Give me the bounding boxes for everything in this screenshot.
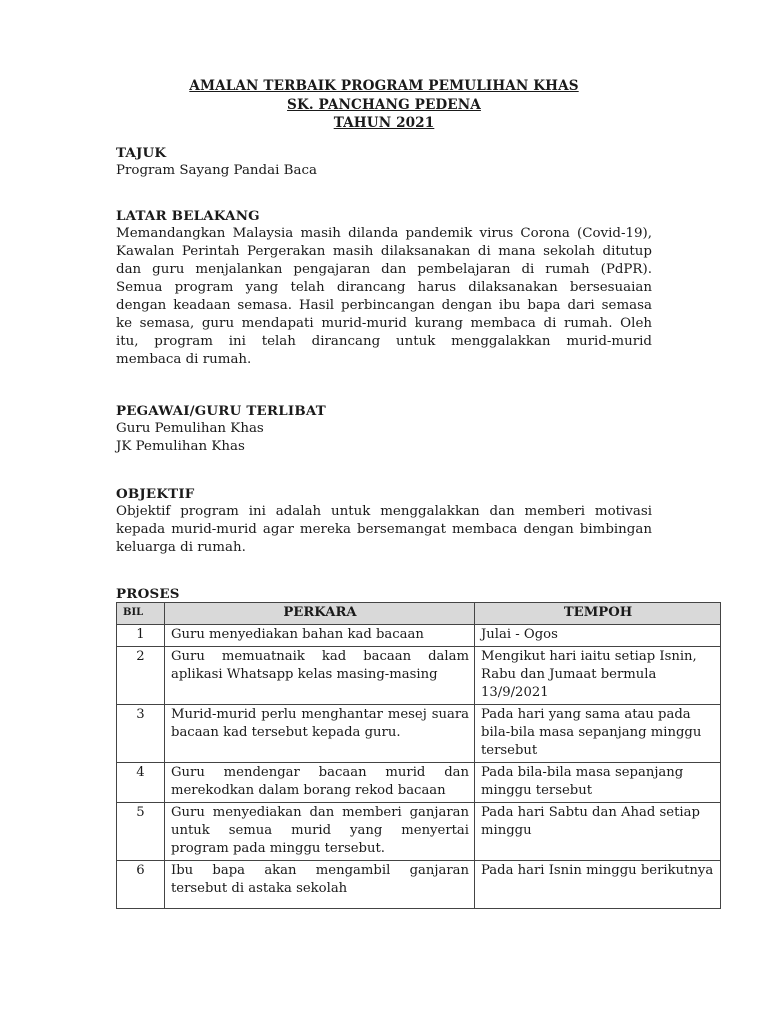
header-bil: BIL — [117, 603, 165, 625]
cell-bil: 3 — [117, 705, 165, 763]
cell-tempoh: Pada hari Sabtu dan Ahad setiap minggu — [475, 803, 721, 861]
objektif-line: Objektif program ini adalah untuk menggalakkan dan memberi motivasi — [116, 504, 652, 519]
objektif-paragraph — [116, 503, 652, 557]
cell-bil: 4 — [117, 763, 165, 803]
latar-line: itu, program ini telah dirancang untuk menggalakkan murid-murid — [116, 334, 652, 349]
header-tempoh: TEMPOH — [475, 603, 721, 625]
table-header-row — [117, 603, 721, 625]
title-line-3: TAHUN 2021 — [333, 115, 435, 131]
cell-bil: 2 — [117, 647, 165, 705]
latar-line: Memandangkan Malaysia masih dilanda pandemik virus Corona (Covid-19), — [116, 226, 652, 241]
table-row — [117, 861, 721, 909]
section-objektif — [116, 485, 652, 557]
proses-heading: PROSES — [116, 586, 180, 602]
cell-tempoh: Pada hari yang sama atau pada bila-bila masa sepanjang minggu tersebut — [475, 705, 721, 763]
pegawai-item: JK Pemulihan Khas — [116, 439, 245, 454]
cell-bil: 1 — [117, 625, 165, 647]
table-row — [117, 763, 721, 803]
cell-bil: 5 — [117, 803, 165, 861]
document-title — [116, 77, 652, 133]
section-proses — [116, 585, 652, 603]
cell-perkara: Guru menyediakan dan memberi ganjaran untuk semua murid yang menyertai program pada minggu tersebut. — [165, 803, 475, 861]
cell-bil: 6 — [117, 861, 165, 909]
objektif-heading: OBJEKTIF — [116, 486, 195, 502]
section-latar-belakang — [116, 207, 652, 369]
proses-table — [116, 602, 721, 909]
latar-line: ke semasa, guru mendapati murid-murid kurang membaca di rumah. Oleh — [116, 316, 652, 331]
tajuk-heading: TAJUK — [116, 145, 167, 161]
latar-line: dengan keadaan semasa. Hasil perbincangan dengan ibu bapa dari semasa — [116, 298, 652, 313]
cell-tempoh: Pada hari Isnin minggu berikutnya — [475, 861, 721, 909]
title-line-1: AMALAN TERBAIK PROGRAM PEMULIHAN KHAS — [189, 78, 579, 94]
cell-perkara: Ibu bapa akan mengambil ganjaran tersebut di astaka sekolah — [165, 861, 475, 909]
table-row — [117, 705, 721, 763]
cell-tempoh: Mengikut hari iaitu setiap Isnin, Rabu dan Jumaat bermula 13/9/2021 — [475, 647, 721, 705]
latar-line: membaca di rumah. — [116, 352, 252, 367]
objektif-line: keluarga di rumah. — [116, 540, 246, 555]
cell-tempoh: Julai - Ogos — [475, 625, 721, 647]
section-tajuk — [116, 144, 652, 180]
latar-paragraph — [116, 225, 652, 369]
tajuk-text: Program Sayang Pandai Baca — [116, 163, 317, 178]
header-perkara: PERKARA — [165, 603, 475, 625]
table-row — [117, 647, 721, 705]
cell-tempoh: Pada bila-bila masa sepanjang minggu tersebut — [475, 763, 721, 803]
latar-heading: LATAR BELAKANG — [116, 208, 260, 224]
cell-perkara: Murid-murid perlu menghantar mesej suara bacaan kad tersebut kepada guru. — [165, 705, 475, 763]
latar-line: Kawalan Perintah Pergerakan masih dilaksanakan di mana sekolah ditutup — [116, 244, 652, 259]
objektif-line: kepada murid-murid agar mereka bersemangat membaca dengan bimbingan — [116, 522, 652, 537]
pegawai-item: Guru Pemulihan Khas — [116, 421, 264, 436]
cell-perkara: Guru mendengar bacaan murid dan merekodkan dalam borang rekod bacaan — [165, 763, 475, 803]
pegawai-heading: PEGAWAI/GURU TERLIBAT — [116, 403, 326, 419]
latar-line: Semua program yang telah dirancang harus dilaksanakan bersesuaian — [116, 280, 652, 295]
title-line-2: SK. PANCHANG PEDENA — [287, 96, 481, 113]
latar-line: dan guru menjalankan pengajaran dan pembelajaran di rumah (PdPR). — [116, 262, 652, 277]
cell-perkara: Guru memuatnaik kad bacaan dalam aplikasi Whatsapp kelas masing-masing — [165, 647, 475, 705]
section-pegawai — [116, 402, 652, 456]
table-row — [117, 625, 721, 647]
cell-perkara: Guru menyediakan bahan kad bacaan — [165, 625, 475, 647]
table-row — [117, 803, 721, 861]
